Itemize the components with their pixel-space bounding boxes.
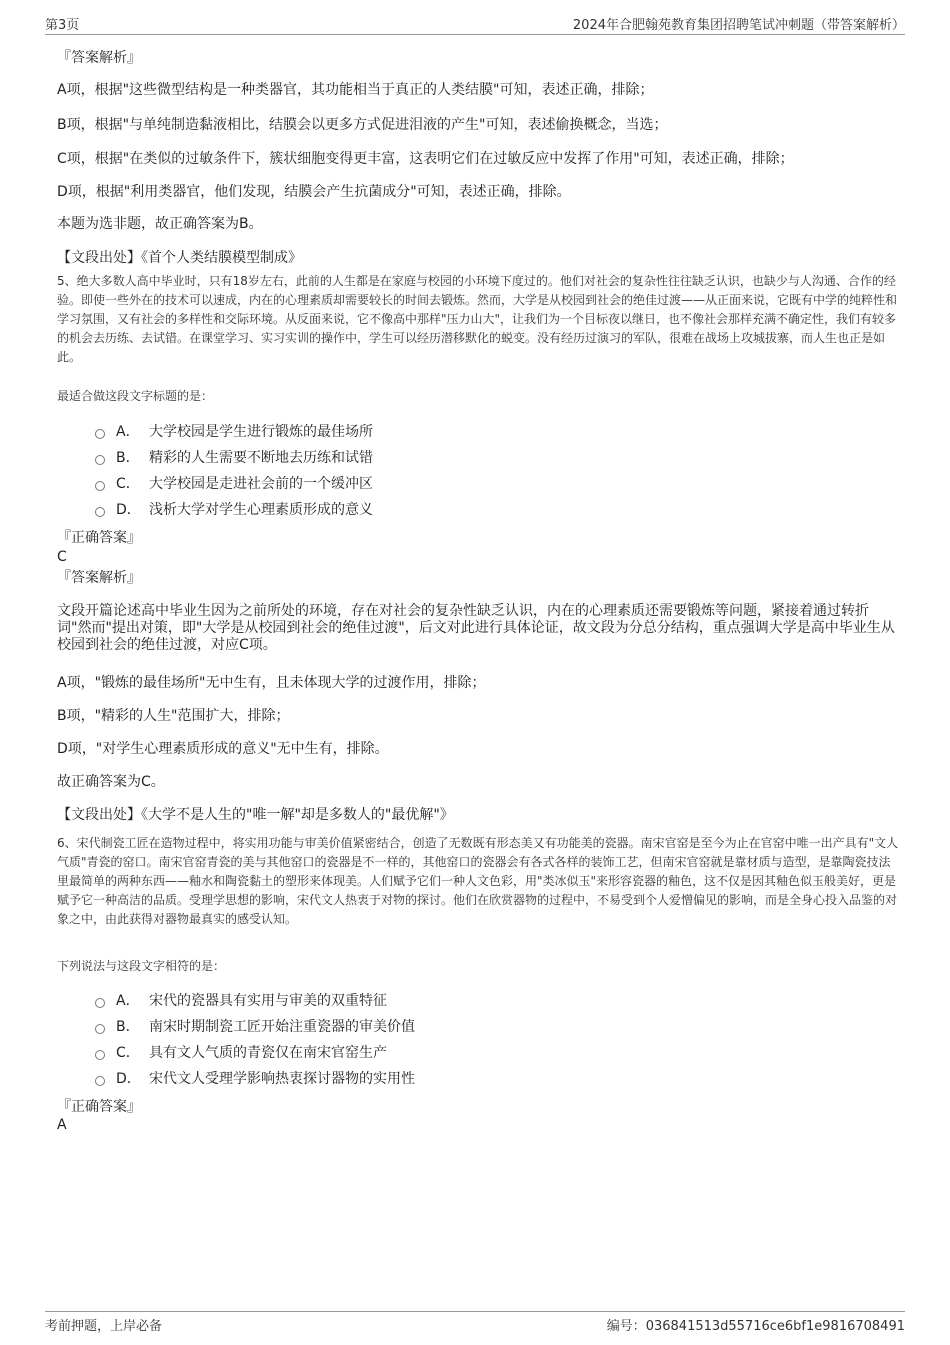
option-letter: C．	[116, 1045, 140, 1061]
q4-conclusion: 本题为选非题，故正确答案为B。	[57, 216, 263, 232]
q5-option-c[interactable]	[95, 475, 373, 493]
q5-analysis-line-b: B项，"精彩的人生"范围扩大，排除；	[57, 708, 290, 724]
q5-answer-label: 『正确答案』	[57, 530, 141, 546]
q6-option-b[interactable]	[95, 1018, 415, 1036]
q5-option-b[interactable]	[95, 449, 373, 467]
q4-analysis-line-a: A项，根据"这些微型结构是一种类器官，其功能相当于真正的人类结膜"可知，表述正确，排除；	[57, 82, 654, 98]
radio-icon[interactable]	[95, 1024, 105, 1034]
page-header	[45, 14, 905, 35]
option-text: 具有文人气质的青瓷仅在南宋官窑生产	[149, 1045, 387, 1061]
radio-icon[interactable]	[95, 507, 105, 517]
option-text: 南宋时期制瓷工匠开始注重瓷器的审美价值	[149, 1019, 415, 1035]
radio-icon[interactable]	[95, 481, 105, 491]
radio-icon[interactable]	[95, 429, 105, 439]
option-letter: D．	[116, 502, 141, 518]
page-number: 第3页	[45, 18, 80, 33]
option-text: 大学校园是走进社会前的一个缓冲区	[149, 476, 373, 492]
q6-option-d[interactable]	[95, 1070, 415, 1088]
radio-icon[interactable]	[95, 1076, 105, 1086]
q6-option-c[interactable]	[95, 1044, 387, 1062]
q5-analysis-line-d: D项，"对学生心理素质形成的意义"无中生有，排除。	[57, 741, 389, 757]
q4-analysis-line-b: B项，根据"与单纯制造黏液相比，结膜会以更多方式促进泪液的产生"可知，表述偷换概念，当选；	[57, 117, 668, 133]
q5-conclusion: 故正确答案为C。	[57, 774, 165, 790]
q5-answer: C	[57, 549, 67, 565]
q5-option-a[interactable]	[95, 423, 373, 441]
option-letter: A．	[116, 424, 140, 440]
document-title: 2024年合肥翰苑教育集团招聘笔试冲刺题（带答案解析）	[572, 18, 905, 33]
q4-analysis-line-d: D项，根据"利用类器官，他们发现，结膜会产生抗菌成分"可知，表述正确，排除。	[57, 184, 571, 200]
option-text: 浅析大学对学生心理素质形成的意义	[149, 502, 373, 518]
radio-icon[interactable]	[95, 455, 105, 465]
footer-slogan: 考前押题，上岸必备	[45, 1319, 163, 1334]
q4-analysis-label: 『答案解析』	[57, 50, 141, 66]
option-letter: B．	[116, 1019, 140, 1035]
option-letter: B．	[116, 450, 140, 466]
option-text: 大学校园是学生进行锻炼的最佳场所	[149, 424, 373, 440]
q5-source: 【文段出处】《大学不是人生的"唯一解"却是多数人的"最优解"》	[57, 807, 454, 823]
option-text: 精彩的人生需要不断地去历练和试错	[149, 450, 373, 466]
radio-icon[interactable]	[95, 1050, 105, 1060]
q5-passage: 5、绝大多数人高中毕业时，只有18岁左右，此前的人生都是在家庭与校园的小环境下度过的。他们对社会的复杂性往往缺乏认识，也缺少与人沟通、合作的经验。即使一些外在的技术可以速成，内在的心理素质却需要较长的时间去锻炼。然而，大学是从校园到社会的绝佳过渡——从正面来说，它既有中学的纯粹性和学习氛围，又有社会的多样性和交际环境。从反面来说，它不像高中那样"压力山大"，让我们为一个目标夜以继日，也不像社会那样充满不确定性，我们有较多的机会去历练、去试错。在课堂学习、实习实训的操作中，学生可以经历潜移默化的蜕变。没有经历过演习的军队，很难在战场上攻城拔寨，而人生也正是如此。	[57, 274, 898, 364]
q4-source: 【文段出处】《首个人类结膜模型制成》	[57, 250, 302, 266]
option-text: 宋代的瓷器具有实用与审美的双重特征	[149, 993, 387, 1009]
option-text: 宋代文人受理学影响热衷探讨器物的实用性	[149, 1071, 415, 1087]
option-letter: C．	[116, 476, 140, 492]
option-letter: D．	[116, 1071, 141, 1087]
q5-question: 最适合做这段文字标题的是：	[57, 389, 214, 403]
option-letter: A．	[116, 993, 140, 1009]
q5-analysis-line-a: A项，"锻炼的最佳场所"无中生有，且未体现大学的过渡作用，排除；	[57, 675, 486, 691]
q6-passage: 6、宋代制瓷工匠在造物过程中，将实用功能与审美价值紧密结合，创造了无数既有形态美又有功能美的瓷器。南宋官窑是至今为止在官窑中唯一出产具有"文人气质"青瓷的窑口。南宋官窑青瓷的美与其他窑口的瓷器是不一样的，其他窑口的瓷器会有各式各样的装饰工艺，但南宋官窑就是靠材质与造型，是靠陶瓷技法里最简单的两种东西——釉水和陶瓷黏土的塑形来体现美。人们赋予它们一种人文色彩，用"类冰似玉"来形容瓷器的釉色，这不仅是因其釉色似玉般美好，更是赋予它一种高洁的品质。受理学思想的影响，宋代文人热衷于对物的探讨。他们在欣赏器物的过程中，不易受到个人爱憎偏见的影响，而是全身心投入品鉴的对象之中，由此获得对器物最真实的感受认知。	[57, 836, 899, 926]
q5-analysis: 文段开篇论述高中毕业生因为之前所处的环境，存在对社会的复杂性缺乏认识，内在的心理素质还需要锻炼等问题，紧接着通过转折词"然而"提出对策，即"大学是从校园到社会的绝佳过渡"，后文对此进行具体论证，故文段为分总分结构，重点强调大学是高中毕业生从校园到社会的绝佳过渡，对应C项。	[57, 603, 895, 653]
q4-analysis-line-c: C项，根据"在类似的过敏条件下，簇状细胞变得更丰富，这表明它们在过敏反应中发挥了作用"可知，表述正确，排除；	[57, 151, 794, 167]
page-footer	[45, 1311, 905, 1334]
document-id: 编号：036841513d55716ce6bf1e9816708491	[606, 1319, 905, 1334]
q6-answer: A	[57, 1117, 67, 1133]
radio-icon[interactable]	[95, 998, 105, 1008]
q6-option-a[interactable]	[95, 992, 387, 1010]
q5-analysis-label: 『答案解析』	[57, 570, 141, 586]
q6-answer-label: 『正确答案』	[57, 1099, 141, 1115]
q6-question: 下列说法与这段文字相符的是：	[57, 959, 226, 973]
q5-option-d[interactable]	[95, 501, 373, 519]
